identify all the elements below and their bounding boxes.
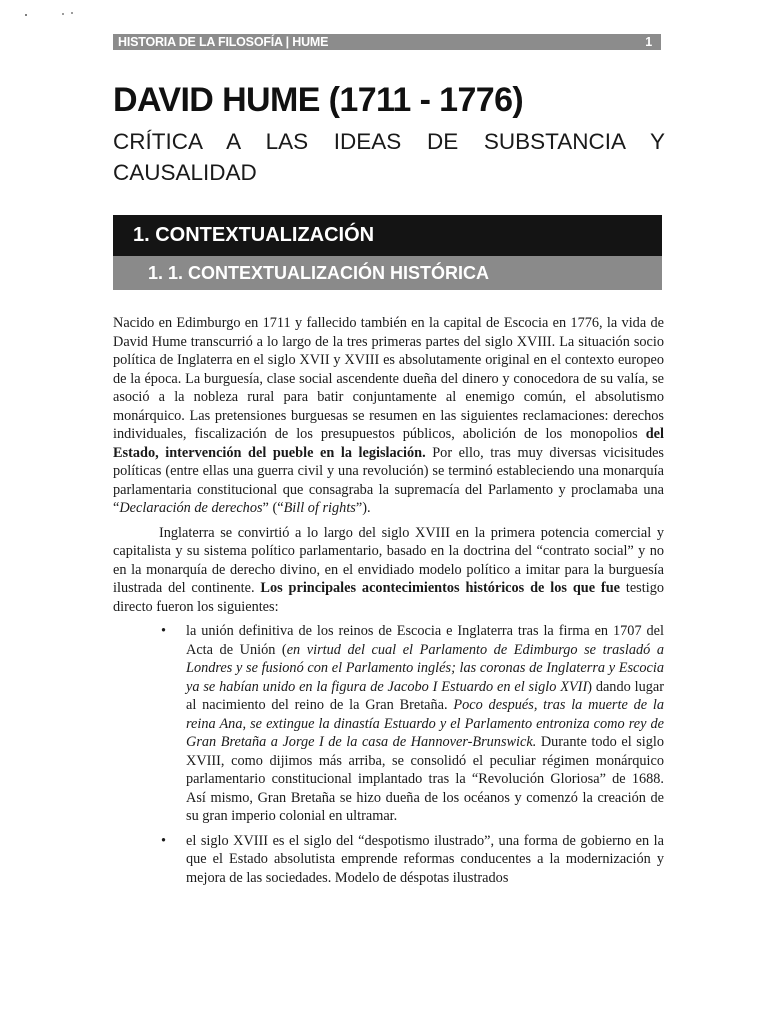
- paragraph-1-text: Nacido en Edimburgo en 1711 y fallecido también en la capital de Escocia en 1776, la vida de David Hume transcurrió a lo largo de la tres primeras partes del siglo XVIII. La situación socio política de Inglaterra en el siglo XVII y XVIII es absolutamente original en el contexto europeo de la época. La burguesía, clase social ascendente dueña del dinero y conocedora de su valía, se asoció a la nobleza rural para batir conjuntamente al enemigo común, el absolutismo monárquico. Las pretensiones burguesas se resumen en las siguientes reclamaciones: derechos individuales, fiscalización de los presupuestos públicos, abolición de los monopolios: [113, 315, 664, 442]
- list-item: [161, 622, 664, 826]
- bullet-list: [113, 622, 664, 887]
- bullet-icon: •: [161, 832, 167, 849]
- paragraph-1-text: ”).: [355, 500, 371, 516]
- scan-specks: [22, 10, 82, 18]
- subsection-heading: 1. 1. CONTEXTUALIZACIÓN HISTÓRICA: [113, 256, 662, 290]
- paragraph-1: [113, 314, 664, 518]
- paragraph-1-text: Por ello, tras muy diversas vicisitudes políticas (entre ellas una guerra civil y una revolución) se terminó estableciendo una monarquía parlamentaria constitucional que consagraba la supremacía del Parlamento y proclamaba una “: [113, 444, 664, 516]
- list-item-text: Durante todo el siglo XVIII, como dijimos más arriba, se consolidó el peculiar régimen monárquico parlamentario constitucional implantado tras la “Revolución Gloriosa” de 1688. Así mismo, Gran Bretaña se hizo dueña de los océanos y comenzó la creación de su gran imperio colonial en ultramar.: [186, 734, 664, 824]
- paragraph-2-text: testigo directo fueron los siguientes:: [113, 580, 664, 615]
- list-item-text: la unión definitiva de los reinos de Escocia e Inglaterra tras la firma en 1707 del Acta de Unión (: [186, 623, 664, 658]
- paragraph-1-text: ” (“: [262, 500, 284, 516]
- list-item-italic: en virtud del cual el Parlamento de Edimburgo se trasladó a Londres y se fusionó con el Parlamento inglés; las coronas de Inglaterra y Escocia ya se habían unido en la figura de Jacobo I Estuardo en el siglo XVII: [186, 641, 664, 695]
- list-item-text: el siglo XVIII es el siglo del “despotismo ilustrado”, una forma de gobierno en la que el Estado absolutista emprende reformas conducentes a la modernización y mejora de las sociedades. Modelo de déspotas ilustrados: [186, 832, 664, 886]
- bullet-icon: •: [161, 623, 167, 639]
- running-header-title: HISTORIA DE LA FILOSOFÍA | HUME: [118, 35, 329, 49]
- paragraph-1-italic: Bill of rights: [283, 500, 356, 516]
- document-title: DAVID HUME (1711 - 1776): [113, 81, 524, 119]
- paragraph-2: [113, 524, 664, 617]
- paragraph-2-text: Inglaterra se convirtió a lo largo del siglo XVIII en la primera potencia comercial y capitalista y su sistema político parlamentario, basado en la doctrina del “contrato social” y no en la monarquía de derecho divino, en el envidiado modelo político a imitar para la burguesía ilustrada del continente.: [113, 524, 664, 596]
- paragraph-1-italic: Declaración de derechos: [119, 500, 263, 516]
- body-text: [113, 314, 664, 893]
- page-number: 1: [645, 35, 652, 49]
- document-subtitle: CRÍTICA A LAS IDEAS DE SUBSTANCIA Y CAUSALIDAD: [113, 129, 665, 185]
- list-item-text: ) dando lugar al nacimiento del reino de la Gran Bretaña.: [186, 678, 664, 713]
- running-header: [113, 34, 661, 50]
- paragraph-2-bold: Los principales acontecimientos históricos de los que fue: [260, 580, 620, 596]
- list-item: [161, 832, 664, 888]
- list-item-italic: Poco después, tras la muerte de la reina Ana, se extingue la dinastía Estuardo y el Parlamento entroniza como rey de Gran Bretaña a Jorge I de la casa de Hannover-Brunswick.: [186, 697, 664, 750]
- paragraph-1-bold: del Estado, intervención del pueble en la legislación.: [113, 426, 664, 461]
- section-heading: 1. CONTEXTUALIZACIÓN: [113, 215, 662, 256]
